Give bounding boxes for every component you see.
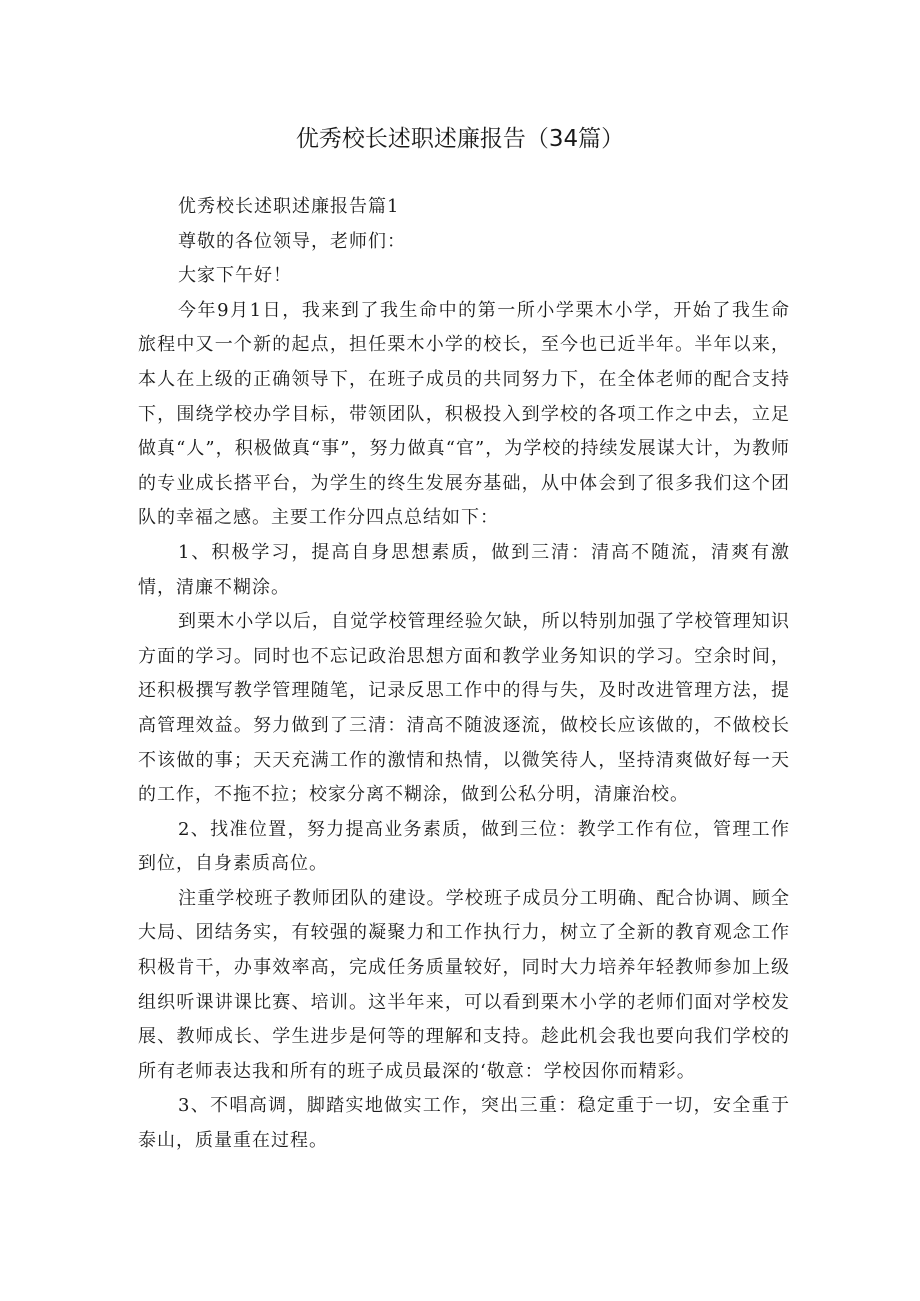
paragraph-point-2: 2、找准位置，努力提高业务素质，做到三位：教学工作有位，管理工作到位，自身素质高位。 — [138, 818, 790, 875]
document-title: 优秀校长述职述廉报告（34篇） — [295, 126, 625, 152]
paragraph-introduction: 今年9月1日，我来到了我生命中的第一所小学栗木小学，开始了我生命旅程中又一个新的起点，担任栗木小学的校长，至今也已近半年。半年以来，本人在上级的正确领导下，在班子成员的共同努力下，在全体老师的配合支持下，围绕学校办学目标，带领团队，积极投入到学校的各项工作之中去，立足做真“人”，积极做真“事”，努力做真“官”，为学校的持续发展谋大计，为教师的专业成长搭平台，为学生的终生发展夯基础，从中体会到了很多我们这个团队的幸福之感。主要工作分四点总结如下： — [138, 299, 790, 529]
paragraph-point-2-detail: 注重学校班子教师团队的建设。学校班子成员分工明确、配合协调、顾全大局、团结务实，有较强的凝聚力和工作执行力，树立了全新的教育观念工作积极肯干，办事效率高，完成任务质量较好，同时大力培养年轻教师参加上级组织听课讲课比赛、培训。这半年来，可以看到栗木小学的老师们面对学校发展、教师成长、学生进步是何等的理解和支持。趁此机会我也要向我们学校的所有老师表达我和所有的班子成员最深的‘敬意：学校因你而精彩。 — [138, 887, 790, 1082]
paragraph-point-1-detail: 到栗木小学以后，自觉学校管理经验欠缺，所以特别加强了学校管理知识方面的学习。同时也不忘记政治思想方面和教学业务知识的学习。空余时间，还积极撰写教学管理随笔，记录反思工作中的得与失，及时改进管理方法，提高管理效益。努力做到了三清：清高不随波逐流，做校长应该做的，不做校长不该做的事；天天充满工作的激情和热情，以微笑待人，坚持清爽做好每一天的工作，不拖不拉；校家分离不糊涂，做到公私分明，清廉治校。 — [138, 611, 790, 806]
paragraph-point-3: 3、不唱高调，脚踏实地做实工作，突出三重：稳定重于一切，安全重于泰山，质量重在过程。 — [138, 1095, 790, 1152]
paragraph-point-1: 1、积极学习，提高自身思想素质，做到三清：清高不随流，清爽有激情，清廉不糊涂。 — [138, 541, 790, 598]
paragraph-greeting: 大家下午好！ — [178, 265, 292, 287]
paragraph-salutation: 尊敬的各位领导，老师们： — [178, 230, 406, 252]
document-body — [138, 190, 790, 1159]
paragraph-section-heading: 优秀校长述职述廉报告篇1 — [178, 196, 400, 217]
